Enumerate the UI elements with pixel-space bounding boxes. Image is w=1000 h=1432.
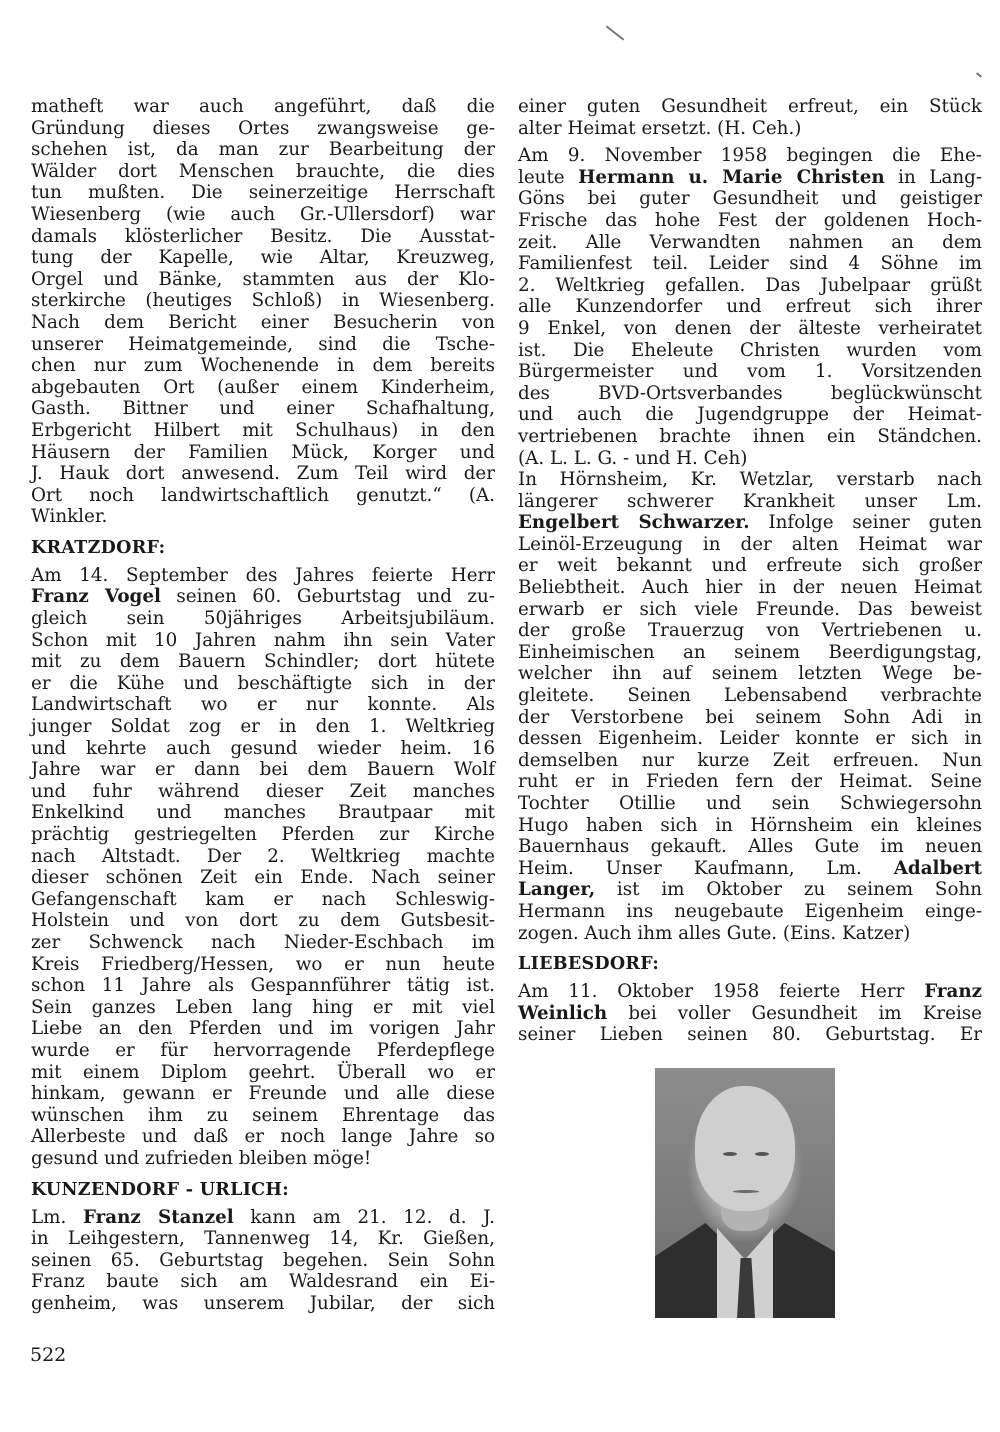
text-line [518, 858, 982, 880]
section-heading-kunzendorf-urlich: KUNZENDORF - URLICH: [31, 1179, 290, 1200]
person-name-bold: Langer, [518, 879, 596, 901]
text-line [31, 586, 495, 608]
text-fragment: ist im Oktober zu seinem Sohn [595, 879, 982, 901]
right-column [518, 96, 982, 1046]
person-name-bold: Engelbert Schwarzer. [518, 512, 750, 534]
text-line: Gründung dieses Ortes zwangsweise ge- [31, 117, 495, 139]
text-line: Ort noch landwirtschaftlich genutzt.“ (A. [31, 484, 495, 506]
text-line: prächtig gestriegelten Pferden zur Kirche [31, 824, 495, 845]
spacer [31, 1170, 495, 1176]
text-line: schehen ist, da man zur Bearbeitung der [31, 139, 495, 161]
text-line: genheim, was unserem Jubilar, der sich [31, 1292, 495, 1314]
text-line: gleitete. Seinen Lebensabend verbrachte [518, 685, 982, 707]
text-line: dessen Eigenheim. Leider konnte er sich in [518, 728, 982, 750]
text-line: erwarb er sich viele Freunde. Das beweist [518, 598, 982, 620]
photo-eye-shape [723, 1152, 737, 1156]
text-line: Allerbeste und daß er noch lange Jahre so [31, 1126, 495, 1148]
text-line: der Verstorbene bei seinem Sohn Adi in [518, 706, 982, 728]
photo-mouth-shape [733, 1190, 759, 1193]
text-line: Am 9. November 1958 begingen die Ehe- [518, 145, 982, 167]
text-line: in Leihgestern, Tannenweg 14, Kr. Gießen, [31, 1228, 495, 1250]
text-line: der große Trauerzug von Vertriebenen u. [518, 620, 982, 642]
text-line: In Hörnsheim, Kr. Wetzlar, verstarb nach [518, 469, 982, 491]
text-line: und fuhr während dieser Zeit manches [31, 780, 495, 802]
text-line: Orgel und Bänke, stammten aus der Klo- [31, 268, 495, 290]
text-line: sterkirche (heutiges Schloß) in Wiesenberg. [31, 290, 495, 312]
text-line: damals klösterlicher Besitz. Die Ausstat- [31, 225, 495, 247]
text-line: Sein ganzes Leben lang hing er mit viel [31, 996, 495, 1018]
text-line [518, 167, 982, 189]
person-name-bold: Adalbert [893, 857, 982, 879]
section-heading-kratzdorf: KRATZDORF: [31, 537, 166, 558]
text-line: Göns bei guter Gesundheit und geistiger [518, 188, 982, 210]
text-line: gesund und zufrieden bleiben möge! [31, 1147, 372, 1169]
text-line: Holstein und von dort zu dem Gutsbesit- [31, 910, 495, 932]
portrait-photo [655, 1068, 835, 1318]
text-line: Häusern der Familien Mück, Korger und [31, 441, 495, 463]
spacer [518, 944, 982, 950]
text-line [31, 1207, 495, 1229]
text-line: Jahre war er dann bei dem Bauern Wolf [31, 759, 495, 781]
text-line: abgebauten Ort (außer einem Kinderheim, [31, 376, 495, 398]
text-line: Hugo haben sich in Hörnsheim ein kleines [518, 814, 982, 836]
text-line: vertriebenen brachte ihnen ein Ständchen. [518, 425, 982, 447]
text-line: Landwirtschaft wo er nur konnte. Als [31, 694, 495, 716]
text-fragment: bei voller Gesundheit im Kreise [607, 1002, 982, 1024]
text-fragment: Lm. [31, 1206, 83, 1228]
text-line [518, 981, 982, 1003]
text-line: tun mußten. Die seinerzeitige Herrschaft [31, 182, 495, 204]
text-line: Bauernhaus gekauft. Alles Gute im neuen [518, 836, 982, 858]
text-line: nach Altstadt. Der 2. Weltkrieg machte [31, 845, 495, 867]
text-line: und auch die Jugendgruppe der Heimat- [518, 404, 982, 426]
text-line: demselben nur kurze Zeit erfreuen. Nun [518, 749, 982, 771]
text-line: chen nur zum Wochenende in dem bereits [31, 355, 495, 377]
text-line: tung der Kapelle, wie Altar, Kreuzweg, [31, 247, 495, 269]
text-fragment: leute [518, 166, 579, 188]
text-line: Franz baute sich am Waldesrand ein Ei- [31, 1271, 495, 1293]
text-line: Frische das hohe Fest der goldenen Hoch- [518, 209, 982, 231]
person-name-bold: Franz Vogel [31, 586, 161, 608]
text-line: Leinöl-Erzeugung in der alten Heimat war [518, 533, 982, 555]
text-line: Gasth. Bittner und einer Schafhaltung, [31, 398, 495, 420]
text-line: Enkelkind und manches Brautpaar mit [31, 802, 495, 824]
text-line: er weit bekannt und erfreute sich großer [518, 555, 982, 577]
text-line [518, 512, 982, 534]
text-line: Familienfest teil. Leider sind 4 Söhne im [518, 253, 982, 275]
text-line: mit zu dem Bauern Schindler; dort hütete [31, 651, 495, 673]
text-fragment: kann am 21. 12. d. J. [233, 1206, 495, 1228]
text-fragment: seinen 60. Geburtstag und zu- [160, 586, 495, 608]
christen-paragraph [518, 145, 982, 469]
spacer [31, 528, 495, 534]
intro-continuation-paragraph [31, 96, 495, 528]
text-fragment: in Lang- [884, 166, 982, 188]
text-line: gleich sein 50jähriges Arbeitsjubiläum. [31, 608, 495, 630]
text-fragment: Heim. Unser Kaufmann, Lm. [518, 857, 894, 879]
text-line: und kehrte auch gesund wieder heim. 16 [31, 737, 495, 759]
kratzdorf-paragraph [31, 565, 495, 1170]
text-line: hinkam, gewann er Freunde und alle diese [31, 1083, 495, 1105]
text-line: Schon mit 10 Jahren nahm ihn sein Vater [31, 629, 495, 651]
person-name-bold: Franz [924, 981, 982, 1003]
text-line: Liebe an den Pferden und im vorigen Jahr [31, 1018, 495, 1040]
text-line: matheft war auch angeführt, daß die [31, 96, 495, 117]
text-line: längerer schwerer Krankheit unser Lm. [518, 490, 982, 512]
text-line: (A. L. L. G. - und H. Ceh) [518, 447, 748, 469]
text-line: welcher ihn auf seinem letzten Wege be- [518, 663, 982, 685]
text-line: seinen 65. Geburtstag begehen. Sein Sohn [31, 1249, 495, 1271]
text-line: ruht er in Frieden fern der Heimat. Seine [518, 771, 982, 793]
text-line: Erbgericht Hilbert mit Schulhaus) in den [31, 419, 495, 441]
text-line: alle Kunzendorfer und erfreut sich ihrer [518, 296, 982, 318]
scan-artifact-mark [976, 72, 982, 77]
text-line: einer guten Gesundheit erfreut, ein Stück [518, 96, 982, 117]
text-line: wurde er für hervorragende Pferdepflege [31, 1039, 495, 1061]
text-line: ist. Die Eheleute Christen wurden vom [518, 339, 982, 361]
person-name-bold: Weinlich [518, 1002, 608, 1024]
text-line: schon 11 Jahre als Gespannführer tätig ist. [31, 975, 495, 997]
scan-artifact-mark [606, 25, 625, 40]
text-line: J. Hauk dort anwesend. Zum Teil wird der [31, 463, 495, 485]
continuation-paragraph [518, 96, 982, 139]
person-name-bold: Hermann u. Marie Christen [578, 166, 885, 188]
text-line [518, 879, 982, 901]
section-heading-liebesdorf: LIEBESDORF: [518, 954, 660, 975]
text-line: Wiesenberg (wie auch Gr.-Ullersdorf) war [31, 203, 495, 225]
text-line: mit einem Diplom geehrt. Überall wo er [31, 1061, 495, 1083]
text-line: des BVD-Ortsverbandes beglückwünscht [518, 382, 982, 404]
text-line: Beliebtheit. Auch hier in der neuen Heimat [518, 577, 982, 599]
text-line: unserer Heimatgemeinde, sind die Tsche- [31, 333, 495, 355]
text-line: Bürgermeister und vom 1. Vorsitzenden [518, 361, 982, 383]
person-name-bold: Franz Stanzel [82, 1206, 234, 1228]
text-line: wünschen ihm zu seinem Ehrentage das [31, 1104, 495, 1126]
text-line: zer Schwenck nach Nieder-Eschbach im [31, 931, 495, 953]
photo-eye-shape [755, 1152, 769, 1156]
text-fragment: Infolge seiner guten [749, 512, 983, 534]
schwarzer-paragraph [518, 469, 982, 944]
text-line: zogen. Auch ihm alles Gute. (Eins. Katzer) [518, 922, 911, 944]
text-line: Tochter Otillie und sein Schwiegersohn [518, 793, 982, 814]
liebesdorf-paragraph [518, 981, 982, 1046]
text-line: Gefangenschaft kam er nach Schleswig- [31, 888, 495, 910]
text-line: alter Heimat ersetzt. (H. Ceh.) [518, 117, 802, 139]
text-line: seiner Lieben seinen 80. Geburtstag. Er [518, 1024, 982, 1046]
text-line: 9 Enkel, von denen der älteste verheiratet [518, 317, 982, 339]
text-line: Hermann ins neugebaute Eigenheim einge- [518, 900, 982, 922]
page-number: 522 [30, 1344, 67, 1366]
text-line: Kreis Friedberg/Hessen, wo er nun heute [31, 953, 495, 975]
text-line: dieser schönen Zeit ein Ende. Nach seiner [31, 867, 495, 889]
text-fragment: Am 11. Oktober 1958 feierte Herr [518, 981, 925, 1003]
text-line: 2. Weltkrieg gefallen. Das Jubelpaar grüßt [518, 274, 982, 296]
text-line: junger Soldat zog er in den 1. Weltkrieg [31, 716, 495, 738]
kunzendorf-paragraph [31, 1207, 495, 1315]
text-line: Winkler. [31, 506, 108, 528]
left-column [31, 96, 495, 1314]
text-line: Wälder dort Menschen brauchte, die dies [31, 160, 495, 182]
text-line: zeit. Alle Verwandten nahmen an dem [518, 231, 982, 253]
text-line: Nach dem Bericht einer Besucherin von [31, 311, 495, 333]
text-line: er die Kühe und beschäftigte sich in der [31, 672, 495, 694]
text-line: Einheimischen an seinem Beerdigungstag, [518, 641, 982, 663]
text-line: Am 14. September des Jahres feierte Herr [31, 564, 495, 586]
text-line [518, 1003, 982, 1025]
